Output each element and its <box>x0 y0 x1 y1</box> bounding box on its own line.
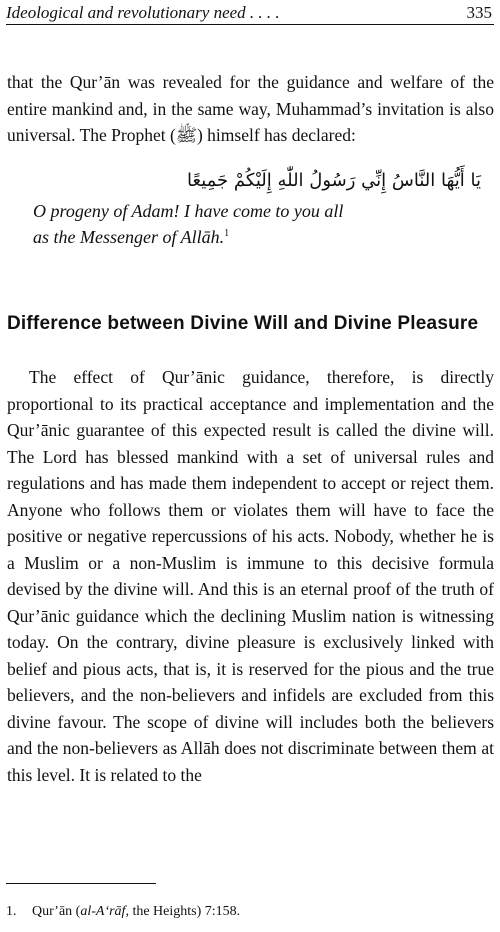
footnote-rule <box>6 883 156 884</box>
quote-block <box>33 198 483 250</box>
quote-line-2-text: as the Messenger of Allāh. <box>33 227 225 247</box>
footnote <box>6 904 240 920</box>
header-rule <box>6 24 494 25</box>
paragraph-2: The effect of Qur’ānic guidance, therefore, is directly proportional to its practical acceptance and implementation and the Qur’ānic guarantee of this expected result is called the divine will. The Lord has blessed mankind with a set of universal rules and regulations and has made them independent to accept or reject them. Anyone who follows them or violates them will have to face the positive or negative repercussions of his acts. Nobody, whether he is a Muslim or a non-Muslim is immune to this decisive formula devised by the divine will. And this is an eternal proof of the truth of Qur’ānic guidance which the declining Muslim nation is witnessing today. On the contrary, divine pleasure is exclusively linked with belief and pious acts, that is, it is reserved for the pious and the true believers, and the non-believers and infidels are excluded from this divine favour. The scope of divine will includes both the believers and the non-believers as Allāh does not discriminate between them at this level. It is related to the <box>7 367 494 785</box>
quote-line-1: O progeny of Adam! I have come to you all <box>33 201 344 221</box>
footnote-source: al-A‘rāf, <box>80 904 129 919</box>
footnote-text-before: Qur’ān ( <box>32 904 81 919</box>
quote-line-2 <box>33 224 483 250</box>
running-head <box>6 1 492 25</box>
running-head-title: Ideological and revolutionary need . . . . <box>6 3 280 22</box>
footnote-reference: 1 <box>224 228 230 239</box>
arabic-verse: يَا أَيُّهَا النَّاسُ إِنِّي رَسُولُ اللّٰهِ إِلَيْكُمْ جَمِيعًا <box>187 170 481 191</box>
footnote-text-after: the Heights) 7:158. <box>128 904 241 919</box>
page-number: 335 <box>466 3 492 22</box>
paragraph-1: that the Qur’ān was revealed for the guidance and welfare of the entire mankind and, in the same way, Muhammad’s invitation is also universal. The Prophet (ﷺ) himself has declared: <box>7 72 494 145</box>
section-heading: Difference between Divine Will and Divine Pleasure <box>7 313 479 334</box>
footnote-number: 1. <box>6 904 17 919</box>
